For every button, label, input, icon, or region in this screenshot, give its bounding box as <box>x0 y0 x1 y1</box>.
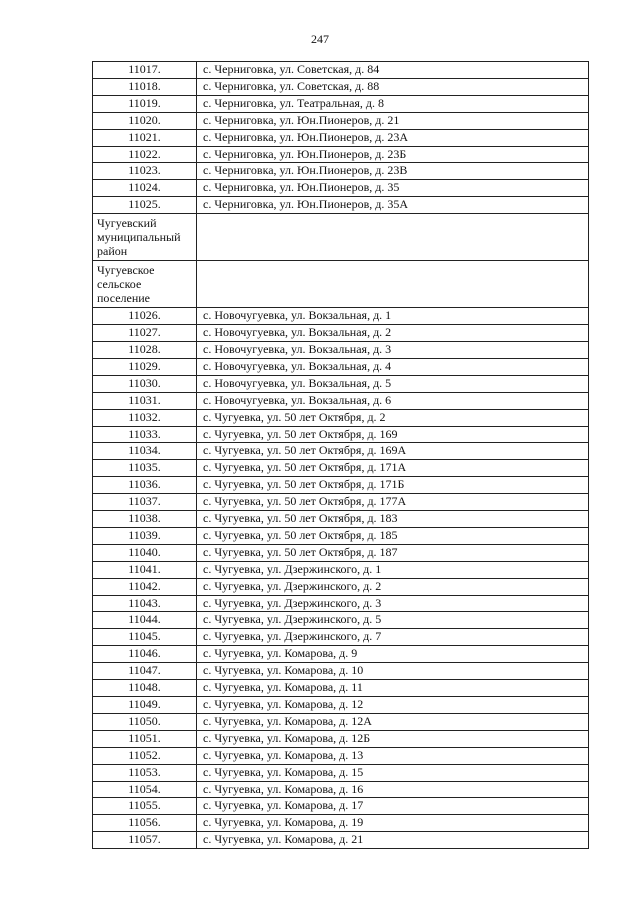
row-address: с. Новочугуевка, ул. Вокзальная, д. 6 <box>197 392 589 409</box>
address-table-body <box>93 62 589 849</box>
table-row <box>93 832 589 849</box>
row-address: с. Новочугуевка, ул. Вокзальная, д. 4 <box>197 358 589 375</box>
table-row <box>93 443 589 460</box>
table-row <box>93 375 589 392</box>
row-number: 11031. <box>93 392 197 409</box>
table-row <box>93 325 589 342</box>
table-row <box>93 747 589 764</box>
row-number: 11054. <box>93 781 197 798</box>
row-number: 11044. <box>93 612 197 629</box>
row-address: с. Черниговка, ул. Юн.Пионеров, д. 23А <box>197 129 589 146</box>
row-address: с. Черниговка, ул. Юн.Пионеров, д. 23Б <box>197 146 589 163</box>
row-address: с. Новочугуевка, ул. Вокзальная, д. 1 <box>197 308 589 325</box>
table-row <box>93 494 589 511</box>
row-number: 11035. <box>93 460 197 477</box>
row-address: с. Черниговка, ул. Юн.Пионеров, д. 21 <box>197 112 589 129</box>
row-address: с. Чугуевка, ул. Дзержинского, д. 2 <box>197 578 589 595</box>
table-row <box>93 697 589 714</box>
row-address: с. Чугуевка, ул. Комарова, д. 21 <box>197 832 589 849</box>
table-row <box>93 544 589 561</box>
table-row <box>93 680 589 697</box>
row-address: с. Чугуевка, ул. 50 лет Октября, д. 177А <box>197 494 589 511</box>
row-number: 11041. <box>93 561 197 578</box>
table-row <box>93 815 589 832</box>
table-row <box>93 730 589 747</box>
table-row <box>93 764 589 781</box>
table-row <box>93 180 589 197</box>
row-address: с. Чугуевка, ул. Дзержинского, д. 5 <box>197 612 589 629</box>
table-row <box>93 663 589 680</box>
table-row <box>93 392 589 409</box>
table-row <box>93 561 589 578</box>
row-number: 11018. <box>93 78 197 95</box>
row-address: с. Чугуевка, ул. Комарова, д. 9 <box>197 646 589 663</box>
row-number: 11030. <box>93 375 197 392</box>
row-address: с. Чугуевка, ул. 50 лет Октября, д. 2 <box>197 409 589 426</box>
row-number: 11033. <box>93 426 197 443</box>
row-number: 11028. <box>93 341 197 358</box>
row-number: 11043. <box>93 595 197 612</box>
row-address: с. Чугуевка, ул. 50 лет Октября, д. 169 <box>197 426 589 443</box>
table-row <box>93 511 589 528</box>
table-row <box>93 197 589 214</box>
table-row <box>93 62 589 79</box>
row-number: 11017. <box>93 62 197 79</box>
table-row <box>93 129 589 146</box>
table-row <box>93 341 589 358</box>
row-address: с. Чугуевка, ул. Комарова, д. 11 <box>197 680 589 697</box>
row-address: с. Чугуевка, ул. 50 лет Октября, д. 171А <box>197 460 589 477</box>
row-address: с. Черниговка, ул. Юн.Пионеров, д. 35 <box>197 180 589 197</box>
row-address: с. Чугуевка, ул. Комарова, д. 16 <box>197 781 589 798</box>
row-number: 11020. <box>93 112 197 129</box>
row-number: 11039. <box>93 527 197 544</box>
row-number: 11045. <box>93 629 197 646</box>
table-row <box>93 78 589 95</box>
row-number: 11042. <box>93 578 197 595</box>
row-number: 11057. <box>93 832 197 849</box>
table-row <box>93 146 589 163</box>
row-address: с. Чугуевка, ул. Дзержинского, д. 3 <box>197 595 589 612</box>
table-row <box>93 95 589 112</box>
table-row <box>93 527 589 544</box>
table-row <box>93 477 589 494</box>
section-title: Чугуевское сельское поселение <box>93 261 197 308</box>
page-number: 247 <box>311 32 329 46</box>
row-number: 11046. <box>93 646 197 663</box>
row-address: с. Чугуевка, ул. 50 лет Октября, д. 169А <box>197 443 589 460</box>
row-address: с. Новочугуевка, ул. Вокзальная, д. 5 <box>197 375 589 392</box>
row-address: с. Чугуевка, ул. Комарова, д. 15 <box>197 764 589 781</box>
section-empty-cell <box>197 214 589 261</box>
row-address: с. Чугуевка, ул. Комарова, д. 12 <box>197 697 589 714</box>
row-address: с. Чугуевка, ул. Комарова, д. 12Б <box>197 730 589 747</box>
table-row <box>93 646 589 663</box>
row-number: 11038. <box>93 511 197 528</box>
row-number: 11032. <box>93 409 197 426</box>
row-number: 11052. <box>93 747 197 764</box>
row-address: с. Черниговка, ул. Юн.Пионеров, д. 35А <box>197 197 589 214</box>
row-number: 11036. <box>93 477 197 494</box>
row-number: 11053. <box>93 764 197 781</box>
table-row <box>93 578 589 595</box>
row-number: 11055. <box>93 798 197 815</box>
row-address: с. Черниговка, ул. Советская, д. 88 <box>197 78 589 95</box>
row-address: с. Новочугуевка, ул. Вокзальная, д. 2 <box>197 325 589 342</box>
row-address: с. Чугуевка, ул. Комарова, д. 10 <box>197 663 589 680</box>
table-row <box>93 460 589 477</box>
table-row <box>93 798 589 815</box>
table-row <box>93 595 589 612</box>
table-row <box>93 612 589 629</box>
section-row <box>93 261 589 308</box>
table-row <box>93 358 589 375</box>
table-row <box>93 409 589 426</box>
section-empty-cell <box>197 261 589 308</box>
row-address: с. Чугуевка, ул. Дзержинского, д. 7 <box>197 629 589 646</box>
row-number: 11029. <box>93 358 197 375</box>
row-number: 11047. <box>93 663 197 680</box>
row-number: 11056. <box>93 815 197 832</box>
row-number: 11037. <box>93 494 197 511</box>
row-number: 11050. <box>93 713 197 730</box>
row-number: 11051. <box>93 730 197 747</box>
row-address: с. Чугуевка, ул. Комарова, д. 13 <box>197 747 589 764</box>
row-number: 11021. <box>93 129 197 146</box>
row-address: с. Чугуевка, ул. Комарова, д. 17 <box>197 798 589 815</box>
row-address: с. Черниговка, ул. Театральная, д. 8 <box>197 95 589 112</box>
table-row <box>93 426 589 443</box>
table-row <box>93 781 589 798</box>
row-address: с. Чугуевка, ул. Комарова, д. 19 <box>197 815 589 832</box>
row-address: с. Чугуевка, ул. 50 лет Октября, д. 187 <box>197 544 589 561</box>
table-row <box>93 713 589 730</box>
table-row <box>93 112 589 129</box>
row-number: 11019. <box>93 95 197 112</box>
row-address: с. Черниговка, ул. Советская, д. 84 <box>197 62 589 79</box>
row-number: 11027. <box>93 325 197 342</box>
row-address: с. Чугуевка, ул. 50 лет Октября, д. 183 <box>197 511 589 528</box>
row-number: 11022. <box>93 146 197 163</box>
row-number: 11025. <box>93 197 197 214</box>
table-row <box>93 308 589 325</box>
row-address: с. Чугуевка, ул. Дзержинского, д. 1 <box>197 561 589 578</box>
row-address: с. Чугуевка, ул. 50 лет Октября, д. 185 <box>197 527 589 544</box>
row-number: 11049. <box>93 697 197 714</box>
row-address: с. Чугуевка, ул. 50 лет Октября, д. 171Б <box>197 477 589 494</box>
row-number: 11023. <box>93 163 197 180</box>
row-number: 11034. <box>93 443 197 460</box>
row-number: 11048. <box>93 680 197 697</box>
row-number: 11026. <box>93 308 197 325</box>
section-row <box>93 214 589 261</box>
row-number: 11040. <box>93 544 197 561</box>
row-address: с. Чугуевка, ул. Комарова, д. 12А <box>197 713 589 730</box>
table-row <box>93 629 589 646</box>
section-title: Чугуевский муниципальный район <box>93 214 197 261</box>
row-address: с. Черниговка, ул. Юн.Пионеров, д. 23В <box>197 163 589 180</box>
row-number: 11024. <box>93 180 197 197</box>
table-row <box>93 163 589 180</box>
row-address: с. Новочугуевка, ул. Вокзальная, д. 3 <box>197 341 589 358</box>
address-table <box>92 61 589 849</box>
